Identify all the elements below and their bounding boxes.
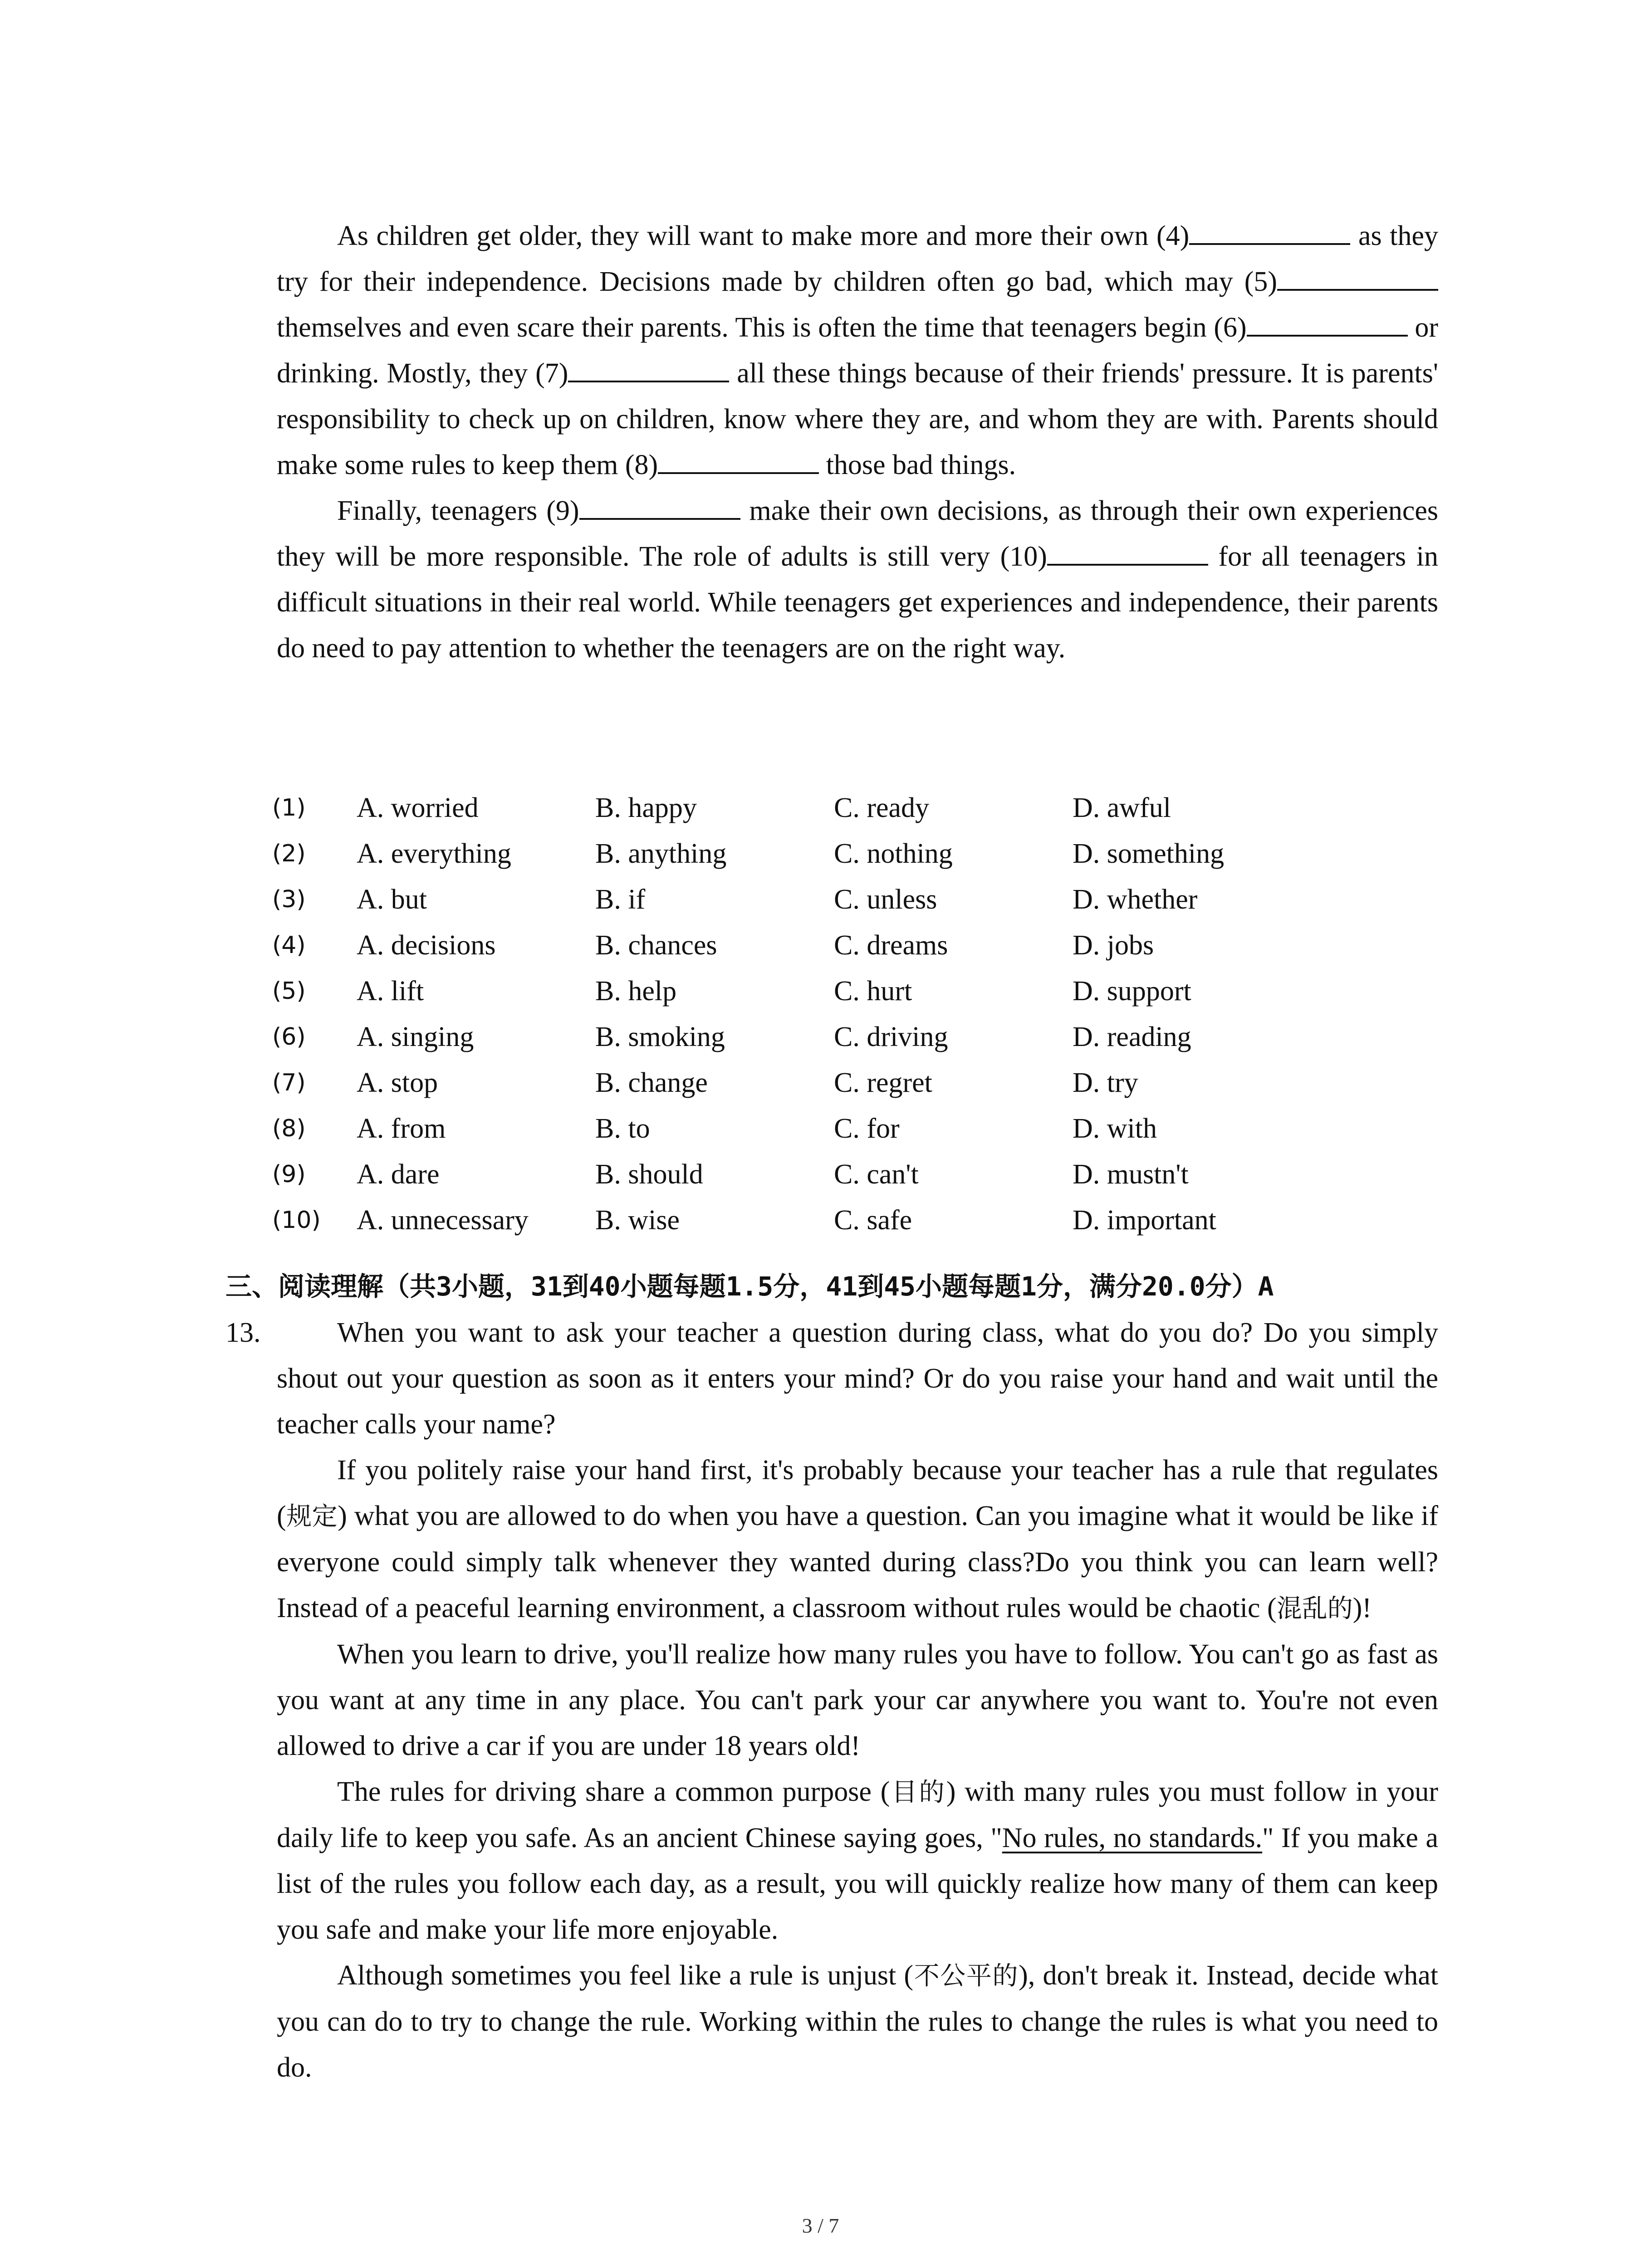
option-b: B. chances bbox=[595, 930, 717, 961]
passage-text: As children get older, they will want to make more and more their own (4) bbox=[337, 220, 1190, 251]
option-number: (5) bbox=[272, 978, 306, 1005]
option-d: D. try bbox=[1073, 1067, 1138, 1098]
passage-text: for all teenagers in difficult situations in their real world. While teenagers get experiences and independence, their parents do need to pay attention to whether the teenagers are on the right way. bbox=[277, 541, 1438, 664]
passage-text: ) what you are allowed to do when you have a question. Can you imagine what it would be like if everyone could simply talk whenever they wanted during class?Do you think you can learn well?Instead of a peaceful learning environment, a classroom without rules would be chaotic ( bbox=[277, 1501, 1439, 1623]
option-b: B. wise bbox=[595, 1205, 680, 1236]
answer-blank-9 bbox=[579, 490, 740, 520]
option-d: D. something bbox=[1073, 838, 1225, 869]
option-c: C. driving bbox=[834, 1022, 948, 1052]
option-d: D. reading bbox=[1073, 1022, 1191, 1052]
answer-blank-7 bbox=[568, 352, 729, 382]
passage-text: Although sometimes you feel like a rule is unjust ( bbox=[337, 1960, 913, 1991]
option-number: (3) bbox=[272, 886, 306, 913]
answer-blank-5 bbox=[1277, 261, 1438, 291]
passage-text: )! bbox=[1352, 1593, 1372, 1623]
option-row bbox=[272, 1060, 1361, 1106]
underlined-phrase: No rules, no standards. bbox=[1002, 1823, 1263, 1853]
page-number: 3 / 7 bbox=[802, 2214, 839, 2237]
option-c: C. dreams bbox=[834, 930, 948, 961]
option-c: C. ready bbox=[834, 792, 930, 823]
option-a: A. decisions bbox=[357, 930, 496, 961]
option-row bbox=[272, 1198, 1361, 1243]
option-c: C. hurt bbox=[834, 976, 912, 1007]
option-d: D. awful bbox=[1073, 792, 1171, 823]
passage-text: ) with many rules you must follow in your daily life to keep you safe. As an ancient Chinese saying goes, " bbox=[277, 1776, 1438, 1853]
option-c: C. regret bbox=[834, 1067, 932, 1098]
option-c: C. for bbox=[834, 1113, 900, 1144]
passage-text: those bad things. bbox=[819, 450, 1016, 480]
option-d: D. jobs bbox=[1073, 930, 1154, 961]
option-row bbox=[272, 785, 1361, 831]
reading-passage bbox=[277, 1310, 1438, 2091]
answer-blank-8 bbox=[658, 444, 819, 474]
passage-text: If you politely raise your hand first, it's probably because your teacher has a rule that regulates ( bbox=[277, 1455, 1438, 1531]
option-number: (2) bbox=[272, 840, 306, 867]
option-c: C. nothing bbox=[834, 838, 953, 869]
option-row bbox=[272, 831, 1361, 877]
section-heading: 三、阅读理解（共3小题，31到40小题每题1.5分，41到45小题每题1分，满分20.0分）A bbox=[225, 1271, 1274, 1302]
options-table bbox=[272, 785, 1361, 1243]
reading-paragraph-4 bbox=[277, 1769, 1438, 1953]
option-d: D. support bbox=[1073, 976, 1191, 1007]
option-a: A. but bbox=[357, 884, 427, 915]
option-row bbox=[272, 1106, 1361, 1152]
option-c: C. can't bbox=[834, 1159, 919, 1190]
answer-blank-10 bbox=[1047, 536, 1208, 566]
option-number: (9) bbox=[272, 1161, 306, 1188]
option-a: A. lift bbox=[357, 976, 424, 1007]
reading-paragraph-1: When you want to ask your teacher a question during class, what do you do? Do you simply shout out your question as soon as it enters your mind? Or do you raise your hand and wait until the teacher calls your name? bbox=[277, 1317, 1438, 1440]
option-number: (6) bbox=[272, 1023, 306, 1051]
option-a: A. worried bbox=[357, 792, 479, 823]
passage-text: The rules for driving share a common purpose ( bbox=[337, 1776, 890, 1807]
passage-text: themselves and even scare their parents. This is often the time that teenagers begin (6) bbox=[277, 312, 1247, 343]
option-b: B. help bbox=[595, 976, 677, 1007]
option-a: A. everything bbox=[357, 838, 511, 869]
answer-blank-4 bbox=[1189, 215, 1350, 245]
option-b: B. happy bbox=[595, 792, 697, 823]
option-d: D. whether bbox=[1073, 884, 1198, 915]
option-b: B. if bbox=[595, 884, 646, 915]
option-row bbox=[272, 1152, 1361, 1198]
option-row bbox=[272, 1014, 1361, 1060]
option-number: (1) bbox=[272, 794, 306, 821]
passage-text: as they try for their independence. Decisions made by children often go bad, which may (5) bbox=[277, 220, 1439, 297]
option-a: A. unnecessary bbox=[357, 1205, 529, 1236]
cloze-paragraph-2 bbox=[277, 488, 1438, 671]
option-b: B. anything bbox=[595, 838, 727, 869]
option-b: B. change bbox=[595, 1067, 708, 1098]
gloss-text: 目的 bbox=[890, 1778, 946, 1807]
option-b: B. should bbox=[595, 1159, 703, 1190]
option-row bbox=[272, 923, 1361, 968]
option-number: (4) bbox=[272, 932, 306, 959]
passage-text: all these things because of their friends' pressure. It is parents' responsibility to check up on children, know where they are, and whom they are with. Parents should make some rules to keep them (8) bbox=[277, 358, 1438, 480]
option-d: D. mustn't bbox=[1073, 1159, 1189, 1190]
passage-text: Finally, teenagers (9) bbox=[337, 495, 579, 526]
option-a: A. dare bbox=[357, 1159, 440, 1190]
answer-blank-6 bbox=[1247, 307, 1408, 337]
option-number: (7) bbox=[272, 1069, 306, 1096]
reading-paragraph-5 bbox=[277, 1953, 1438, 2091]
option-d: D. important bbox=[1073, 1205, 1216, 1236]
question-number: 13. bbox=[225, 1317, 261, 1348]
option-a: A. from bbox=[357, 1113, 446, 1144]
reading-paragraph-3: When you learn to drive, you'll realize how many rules you have to follow. You can't go as fast as you want at any time in any place. You can't park your car anywhere you want to. You're not even allowed to drive a car if you are under 18 years old! bbox=[277, 1639, 1438, 1761]
gloss-text: 混乱的 bbox=[1276, 1594, 1353, 1623]
option-a: A. stop bbox=[357, 1067, 438, 1098]
cloze-passage bbox=[277, 213, 1438, 671]
reading-paragraph-2 bbox=[277, 1447, 1438, 1632]
option-d: D. with bbox=[1073, 1113, 1157, 1144]
gloss-text: 规定 bbox=[286, 1502, 338, 1531]
option-c: C. unless bbox=[834, 884, 937, 915]
option-number: (10) bbox=[272, 1207, 321, 1234]
gloss-text: 不公平的 bbox=[913, 1961, 1019, 1991]
option-a: A. singing bbox=[357, 1022, 474, 1052]
option-row bbox=[272, 968, 1361, 1014]
option-row bbox=[272, 877, 1361, 923]
passage-text: " If you make a list of the rules you follow each day, as a result, you will quickly realize how many of them can keep you safe and make your life more enjoyable. bbox=[277, 1823, 1438, 1945]
passage-text: make their own decisions, as through their own experiences they will be more responsible. The role of adults is still very (10) bbox=[277, 495, 1438, 572]
cloze-paragraph-1 bbox=[277, 213, 1438, 488]
option-number: (8) bbox=[272, 1115, 306, 1142]
passage-text: ), don't break it. Instead, decide what you can do to try to change the rule. Working within the rules to change the rules is what you need to do. bbox=[277, 1960, 1438, 2083]
option-b: B. smoking bbox=[595, 1022, 725, 1052]
passage-text: or drinking. Mostly, they (7) bbox=[277, 312, 1438, 389]
option-c: C. safe bbox=[834, 1205, 912, 1236]
option-b: B. to bbox=[595, 1113, 650, 1144]
